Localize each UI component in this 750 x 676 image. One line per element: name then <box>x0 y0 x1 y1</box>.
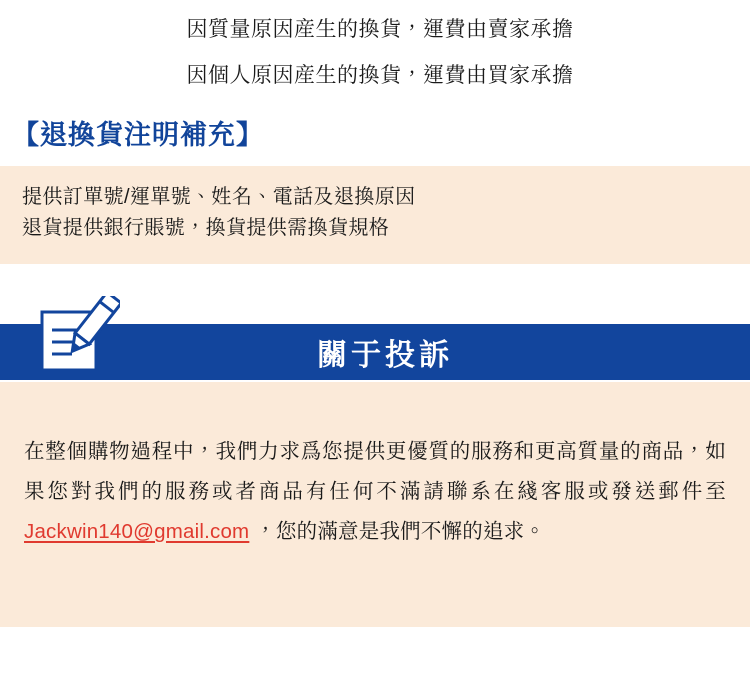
complaint-body-prefix: 在整個購物過程中，我們力求爲您提供更優質的服務和更高質量的商品，如果您對我們的服務或者商品有任何不滿請聯系在綫客服或發送郵件至 <box>24 440 726 504</box>
complaint-body-text <box>24 432 726 552</box>
return-note-heading: 【退換貨注明補充】 <box>12 119 264 150</box>
policy-line-seller-bears: 因質量原因産生的換貨，運費由賣家承擔 <box>186 18 574 41</box>
return-note-box <box>0 166 750 264</box>
top-policy-lines <box>0 0 750 91</box>
pencil-note-icon <box>36 296 120 376</box>
support-email-link[interactable]: Jackwin140@gmail.com <box>24 520 250 544</box>
return-note-line-bank-info: 退貨提供銀行賬號，換貨提供需換貨規格 <box>22 216 390 239</box>
policy-line-buyer-bears: 因個人原因産生的換貨，運費由買家承擔 <box>186 64 574 88</box>
return-note-line-order-info: 提供訂單號/運單號、姓名、電話及退換原因 <box>22 185 416 208</box>
complaint-body-suffix: ，您的滿意是我們不懈的追求。 <box>249 520 546 544</box>
complaint-banner-title: 關于投訴 <box>317 338 453 372</box>
complaint-banner-wrap <box>0 324 750 382</box>
complaint-body-box <box>0 382 750 627</box>
